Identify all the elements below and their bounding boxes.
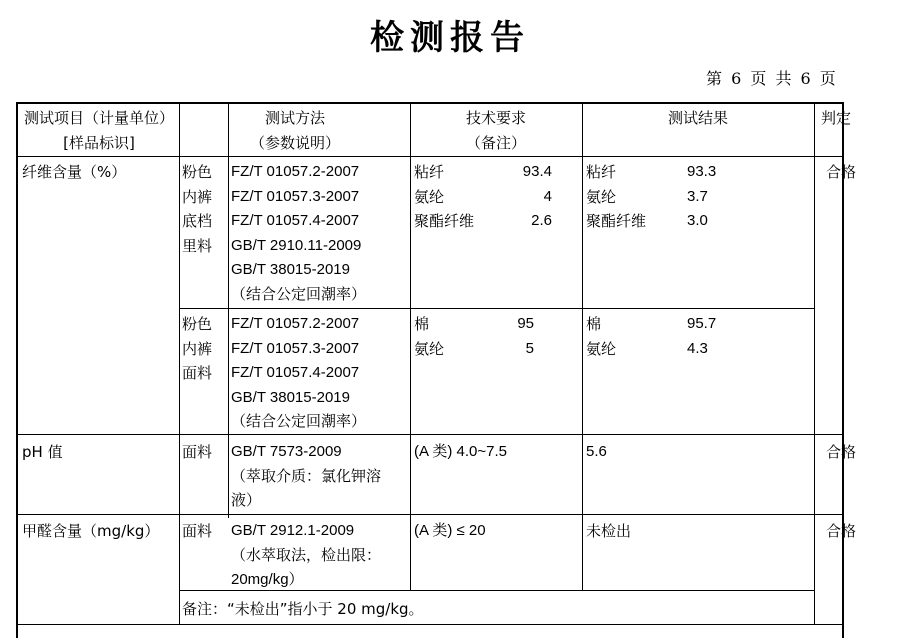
formaldehyde-item: 甲醛含量（mg/kg）	[22, 522, 160, 540]
header-method: 测试方法 （参数说明）	[249, 109, 340, 152]
fiber-req-values-1: 93.4 4 2.6	[522, 163, 552, 229]
formaldehyde-methods: GB/T 2912.1-2009 （水萃取法，检出限： 20mg/kg）	[231, 522, 382, 588]
fiber-req-values-2: 95 5	[517, 315, 534, 357]
page-title: 检测报告	[370, 18, 530, 58]
fiber-sample-1: 粉色 内裤 底档 里料	[182, 163, 213, 255]
formaldehyde-judgement: 合格	[826, 522, 857, 540]
formaldehyde-res: 未检出	[586, 522, 632, 540]
fiber-item: 纤维含量（%）	[22, 163, 127, 181]
fiber-req-names-1: 粘纤 氨纶 聚酯纤维	[414, 163, 475, 230]
ph-item: pH 值	[22, 443, 63, 461]
page-number: 第 6 页 共 6 页	[706, 69, 838, 88]
header-requirement: 技术要求 （备注）	[465, 109, 526, 152]
formaldehyde-sample: 面料	[182, 522, 213, 540]
fiber-res-values-2: 95.7 4.3	[687, 315, 717, 357]
fiber-judgement: 合格	[826, 163, 857, 181]
ph-sample: 面料	[182, 443, 213, 461]
fiber-methods-2: FZ/T 01057.2-2007 FZ/T 01057.3-2007 FZ/T 01057.4-2007 GB/T 38015-2019 （结合公定回潮率）	[231, 315, 367, 430]
fiber-sample-2: 粉色 内裤 面料	[182, 315, 213, 382]
fiber-methods-1: FZ/T 01057.2-2007 FZ/T 01057.3-2007 FZ/T 01057.4-2007 GB/T 2910.11-2009 GB/T 38015-2019 （结合公定回潮率）	[231, 163, 367, 303]
fiber-req-names-2: 棉 氨纶	[414, 315, 445, 358]
ph-req: (A 类) 4.0~7.5	[414, 443, 507, 460]
fiber-res-values-1: 93.3 3.7 3.0	[687, 163, 717, 229]
formaldehyde-req: (A 类) ≤ 20	[414, 522, 486, 539]
header-item: 测试项目（计量单位） [样品标识]	[23, 109, 174, 152]
ph-judgement: 合格	[826, 443, 857, 461]
header-judgement: 判定	[820, 109, 851, 127]
fiber-res-names-1: 粘纤 氨纶 聚酯纤维	[586, 163, 647, 230]
note: 备注：“未检出”指小于 20 mg/kg。	[182, 600, 424, 618]
fiber-res-names-2: 棉 氨纶	[586, 315, 617, 358]
ph-res: 5.6	[586, 443, 607, 460]
ph-methods: GB/T 7573-2009 （萃取介质：氯化钾溶 液）	[231, 443, 382, 509]
header-result: 测试结果	[667, 109, 728, 127]
